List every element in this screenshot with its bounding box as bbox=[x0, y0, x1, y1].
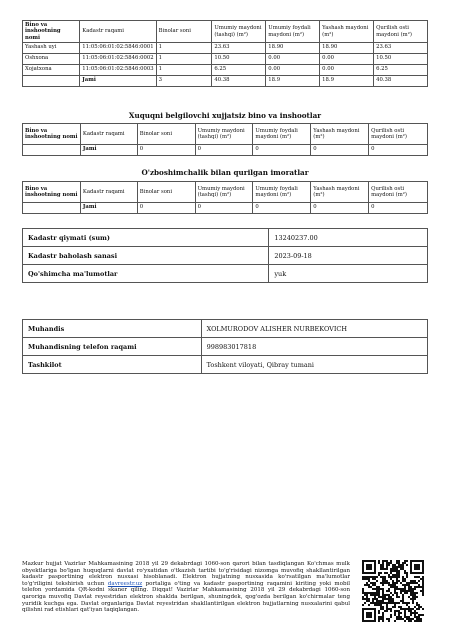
organization-label: Tashkilot bbox=[23, 356, 202, 374]
table-header: Bino va inshootning nomi Kadastr raqami Binolar soni Umumiy maydoni (tashqi) (m²) Umumiy foydali maydoni (m²) Yashash maydoni (m²) Qurilish osti maydoni (m²) bbox=[23, 182, 428, 203]
buildings-table bbox=[22, 20, 428, 87]
unauthorized-table bbox=[22, 181, 428, 214]
cadastre-value: 13240237.00 bbox=[269, 229, 428, 247]
additional-info-label: Qo'shimcha ma'lumotlar bbox=[23, 265, 269, 283]
col-name: Bino va inshootning nomi bbox=[23, 21, 80, 43]
table-header: Bino va inshootning nomi Kadastr raqami Binolar soni Umumiy maydoni (tashqi) (m²) Umumiy foydali maydoni (m²) Yashash maydoni (m²) Qurilish osti maydoni (m²) bbox=[23, 124, 428, 145]
engineer-row bbox=[23, 338, 428, 356]
total-row: Jami 3 40.38 18.9 18.9 40.38 bbox=[23, 76, 428, 87]
engineer-name: XOLMURODOV ALISHER NURBEKOVICH bbox=[201, 320, 427, 338]
section-title-undocumented: Xuquqni belgilovchi xujjatsiz bino va inshootlar bbox=[128, 111, 322, 120]
engineer-row bbox=[23, 320, 428, 338]
valuation-row bbox=[23, 229, 428, 247]
valuation-row bbox=[23, 247, 428, 265]
col-floors: Binolar soni bbox=[156, 21, 212, 43]
undocumented-table bbox=[22, 123, 428, 156]
col-total-area: Umumiy maydoni (tashqi) (m²) bbox=[212, 21, 266, 43]
col-useful-area: Umumiy foydali maydoni (m²) bbox=[266, 21, 320, 43]
davreestr-link[interactable]: davreestr.uz bbox=[107, 580, 143, 587]
engineer-row bbox=[23, 356, 428, 374]
col-living-area: Yashash maydoni (m²) bbox=[320, 21, 374, 43]
col-built-area: Qurilish osti maydoni (m²) bbox=[374, 21, 428, 43]
valuation-row bbox=[23, 265, 428, 283]
valuation-date-label: Kadastr baholash sanasi bbox=[23, 247, 269, 265]
total-row: Jami 0 0 0 0 0 bbox=[23, 145, 428, 156]
table-header bbox=[23, 21, 428, 43]
organization: Toshkent viloyati, Qibray tumani bbox=[201, 356, 427, 374]
section-title-unauthorized: O'zboshimchalik bilan qurilgan imoratlar bbox=[141, 168, 309, 177]
engineer-phone: 998983017818 bbox=[201, 338, 427, 356]
qr-code-icon bbox=[362, 560, 424, 622]
table-row: Yashash uyi 11:05:06:01:02:5846:0001 1 23.63 18.90 18.90 23.63 bbox=[23, 43, 428, 54]
valuation-date: 2023-09-18 bbox=[269, 247, 428, 265]
engineer-label: Muhandis bbox=[23, 320, 202, 338]
legal-notice: Mazkur hujjat Vazirlar Mahkamasining 2018 yil 29 dekabrdagi 1060-son qarori bilan tasdiqlangan Ko'chmas mulk obyektlariga bo'lgan huquqlarni davlat ro'yxatidan o'tkazish tartibi to'g'risidagi nizomga muvofiq shakllantirilgan kadastr pasportining elektron nusxasi hisoblanadi. Elektron hujjatning nusxasida ko'rsatilgan ma'lumotlar to'g'riligini tekshirish uchun davreestr.uz portaliga o'ting va kadastr pasportining raqamini kiriting yoki mobil telefon yordamida QR-kodni skaner qiling. Diqqat! Vazirlar Mahkamasining 2018 yil 29 dekabrdagi 1060-son qaroriga muvofiq Davlat reyestridan elektron shaklda berilgan, shuningdek, qog'ozda berilgan ko'chirmalar teng yuridik kuchga ega. Davlat organlariga Davlat reyestridan shakllantirilgan elektron hujjatlarning nusxalarini qabul qilishni rad etishlari qat'iyan taqiqlangan. bbox=[22, 561, 350, 614]
col-cadastre: Kadastr raqami bbox=[80, 21, 156, 43]
valuation-table bbox=[22, 228, 428, 283]
table-row: Xojatxona 11:05:06:01:02:5846:0003 1 6.25 0.00 0.00 6.25 bbox=[23, 65, 428, 76]
table-row: Oshxona 11:05:06:01:02:5846:0002 1 10.50 0.00 0.00 10.50 bbox=[23, 54, 428, 65]
total-row: Jami 0 0 0 0 0 bbox=[23, 203, 428, 214]
engineer-phone-label: Muhandisning telefon raqami bbox=[23, 338, 202, 356]
additional-info: yuk bbox=[269, 265, 428, 283]
engineer-table bbox=[22, 319, 428, 374]
cadastre-value-label: Kadastr qiymati (sum) bbox=[23, 229, 269, 247]
